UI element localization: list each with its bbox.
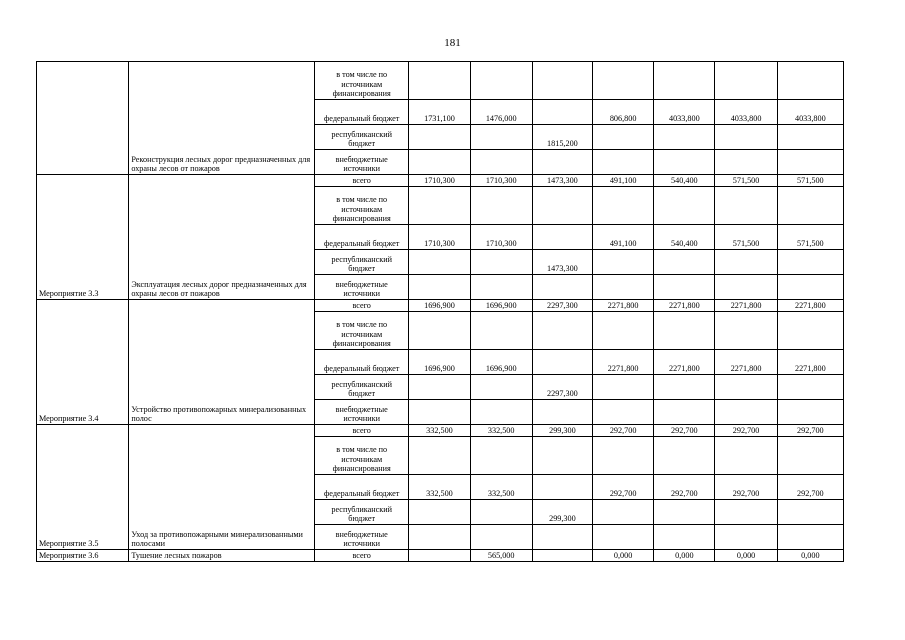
source-federal: федеральный бюджет: [315, 100, 409, 125]
value-cell: 299,300: [532, 500, 592, 525]
value-cell: 1815,200: [532, 125, 592, 150]
source-extra: внебюджетные источники: [315, 400, 409, 425]
value-cell: [593, 125, 654, 150]
value-cell: 2271,800: [654, 350, 715, 375]
value-cell: 292,700: [654, 475, 715, 500]
source-including: в том числе по источникам финансирования: [315, 187, 409, 225]
value-cell: 1473,300: [532, 250, 592, 275]
value-cell: [715, 250, 777, 275]
source-federal: федеральный бюджет: [315, 350, 409, 375]
value-cell: 1731,100: [409, 100, 470, 125]
value-cell: 2297,300: [532, 300, 592, 312]
value-cell: 1710,300: [409, 175, 470, 187]
value-cell: [470, 250, 532, 275]
value-cell: 292,700: [715, 425, 777, 437]
value-cell: [470, 375, 532, 400]
value-cell: 0,000: [715, 550, 777, 562]
source-total: всего: [315, 175, 409, 187]
value-cell: 2271,800: [715, 350, 777, 375]
value-cell: 2271,800: [777, 350, 843, 375]
value-cell: 2271,800: [654, 300, 715, 312]
value-cell: 571,500: [777, 225, 843, 250]
value-cell: [593, 375, 654, 400]
value-cell: [409, 250, 470, 275]
table-row: [37, 300, 844, 312]
source-republic: республиканский бюджет: [315, 375, 409, 400]
value-cell: 332,500: [470, 425, 532, 437]
value-cell: [593, 250, 654, 275]
source-total: всего: [315, 550, 409, 562]
funding-table: [36, 61, 844, 562]
value-cell: [715, 125, 777, 150]
value-cell: 1696,900: [470, 350, 532, 375]
value-cell: 0,000: [654, 550, 715, 562]
value-cell: 292,700: [593, 475, 654, 500]
value-cell: 0,000: [593, 550, 654, 562]
value-cell: 571,500: [715, 175, 777, 187]
value-cell: 332,500: [470, 475, 532, 500]
value-cell: 2271,800: [593, 350, 654, 375]
table-row: [37, 425, 844, 437]
source-extra: внебюджетные источники: [315, 150, 409, 175]
value-cell: 1710,300: [409, 225, 470, 250]
value-cell: [532, 350, 592, 375]
measure-code: Мероприятие 3.3: [37, 175, 129, 300]
value-cell: [593, 500, 654, 525]
value-cell: 4033,800: [715, 100, 777, 125]
value-cell: 1710,300: [470, 175, 532, 187]
value-cell: 4033,800: [777, 100, 843, 125]
value-cell: [715, 500, 777, 525]
table-row: [37, 175, 844, 187]
source-including: в том числе по источникам финансирования: [315, 437, 409, 475]
value-cell: [654, 125, 715, 150]
value-cell: 292,700: [654, 425, 715, 437]
measure-code: Мероприятие 3.5: [37, 425, 129, 550]
value-cell: 2271,800: [593, 300, 654, 312]
source-total: всего: [315, 300, 409, 312]
value-cell: [654, 250, 715, 275]
value-cell: 292,700: [777, 475, 843, 500]
value-cell: 1473,300: [532, 175, 592, 187]
value-cell: 2271,800: [777, 300, 843, 312]
table-row: [37, 62, 844, 100]
value-cell: 1710,300: [470, 225, 532, 250]
value-cell: [777, 125, 843, 150]
value-cell: 565,000: [470, 550, 532, 562]
value-cell: 806,800: [593, 100, 654, 125]
value-cell: 1696,900: [409, 350, 470, 375]
measure-title: Уход за противопожарными минерализованными полосами: [129, 425, 315, 550]
measure-title: Эксплуатация лесных дорог предназначенных для охраны лесов от пожаров: [129, 175, 315, 300]
table-row: [37, 550, 844, 562]
value-cell: 540,400: [654, 225, 715, 250]
value-cell: [654, 500, 715, 525]
measure-code: Мероприятие 3.4: [37, 300, 129, 425]
source-extra: внебюджетные источники: [315, 525, 409, 550]
measure-title: Реконструкция лесных дорог предназначенных для охраны лесов от пожаров: [129, 62, 315, 175]
source-extra: внебюджетные источники: [315, 275, 409, 300]
value-cell: 2297,300: [532, 375, 592, 400]
page-number: 181: [444, 37, 461, 49]
value-cell: 491,100: [593, 225, 654, 250]
value-cell: [654, 375, 715, 400]
source-federal: федеральный бюджет: [315, 475, 409, 500]
source-including: в том числе по источникам финансирования: [315, 62, 409, 100]
value-cell: 332,500: [409, 425, 470, 437]
value-cell: 2271,800: [715, 300, 777, 312]
value-cell: [532, 550, 592, 562]
value-cell: [470, 125, 532, 150]
source-republic: республиканский бюджет: [315, 250, 409, 275]
source-republic: республиканский бюджет: [315, 500, 409, 525]
measure-title: Устройство противопожарных минерализованных полос: [129, 300, 315, 425]
source-federal: федеральный бюджет: [315, 225, 409, 250]
value-cell: 1696,900: [470, 300, 532, 312]
value-cell: [409, 125, 470, 150]
value-cell: [409, 375, 470, 400]
value-cell: 292,700: [777, 425, 843, 437]
measure-code-cell: [37, 62, 129, 175]
measure-title: Тушение лесных пожаров: [129, 550, 315, 562]
value-cell: 4033,800: [654, 100, 715, 125]
value-cell: [715, 375, 777, 400]
value-cell: [532, 100, 592, 125]
value-cell: 571,500: [777, 175, 843, 187]
value-cell: [532, 475, 592, 500]
value-cell: 292,700: [715, 475, 777, 500]
value-cell: 0,000: [777, 550, 843, 562]
source-including: в том числе по источникам финансирования: [315, 312, 409, 350]
value-cell: 540,400: [654, 175, 715, 187]
value-cell: [409, 500, 470, 525]
value-cell: [777, 500, 843, 525]
source-total: всего: [315, 425, 409, 437]
value-cell: [777, 375, 843, 400]
value-cell: 1476,000: [470, 100, 532, 125]
value-cell: 491,100: [593, 175, 654, 187]
value-cell: 1696,900: [409, 300, 470, 312]
value-cell: [409, 550, 470, 562]
value-cell: 299,300: [532, 425, 592, 437]
value-cell: 332,500: [409, 475, 470, 500]
value-cell: [777, 250, 843, 275]
value-cell: 292,700: [593, 425, 654, 437]
value-cell: 571,500: [715, 225, 777, 250]
measure-code: Мероприятие 3.6: [37, 550, 129, 562]
source-republic: республиканский бюджет: [315, 125, 409, 150]
value-cell: [532, 225, 592, 250]
value-cell: [470, 500, 532, 525]
